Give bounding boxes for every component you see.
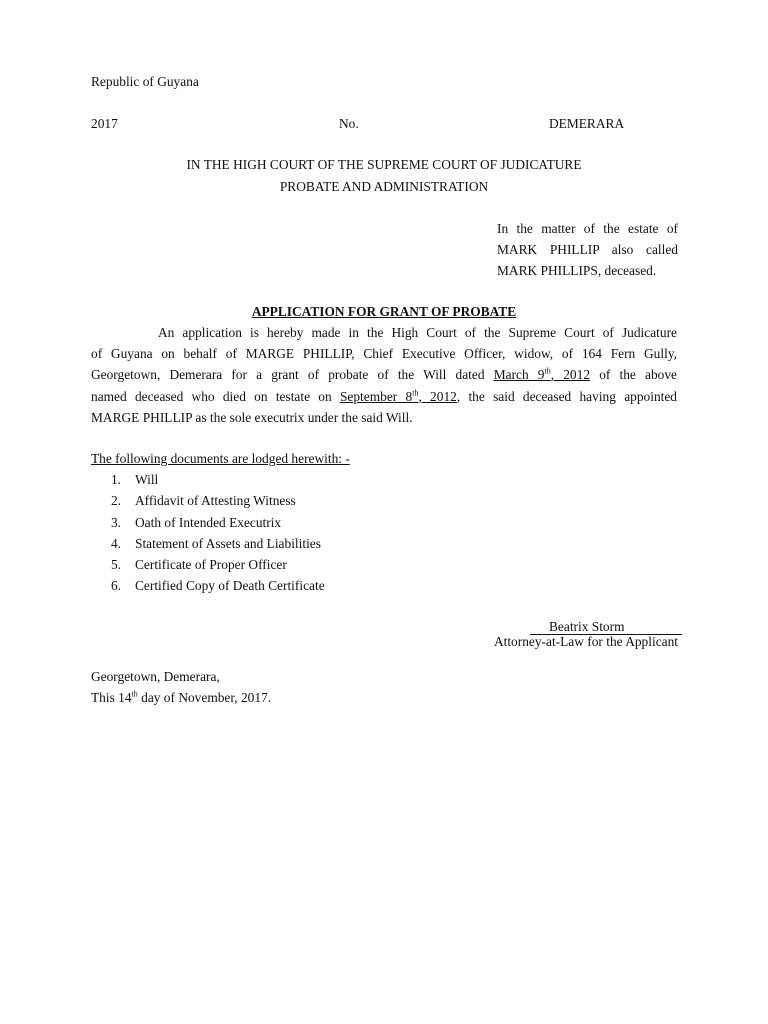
matter-line-2: MARK PHILLIP also called: [497, 242, 678, 257]
body-line-4: named deceased who died on testate on September 8th, 2012, the said deceased having appointed: [91, 388, 678, 404]
body-line-2: of Guyana on behalf of MARGE PHILLIP, Chief Executive Officer, widow, of 164 Fern Gully,: [91, 346, 677, 361]
matter-line-1: In the matter of the estate of: [497, 221, 678, 236]
number-label: No.: [339, 116, 359, 131]
documents-heading: The following documents are lodged herewith: -: [91, 451, 350, 466]
body-line-1: An application is hereby made in the High Court of the Supreme Court of Judicature: [158, 325, 677, 340]
year: 2017: [91, 116, 118, 131]
list-item: 6. Certified Copy of Death Certificate: [110, 578, 325, 594]
list-item: 5. Certificate of Proper Officer: [110, 557, 287, 573]
place: Georgetown, Demerara,: [91, 669, 220, 684]
will-date: March 9th, 2012: [493, 366, 591, 382]
court-title: IN THE HIGH COURT OF THE SUPREME COURT OF JUDICATURE: [186, 157, 582, 172]
list-item: 3. Oath of Intended Executrix: [110, 514, 282, 530]
matter-line-3: MARK PHILLIPS, deceased.: [497, 263, 657, 278]
list-item: 1. Will: [110, 472, 159, 487]
application-title: APPLICATION FOR GRANT OF PROBATE: [251, 304, 517, 319]
body-line-5: MARGE PHILLIP as the sole executrix under the said Will.: [91, 410, 413, 425]
list-item: 2. Affidavit of Attesting Witness: [110, 493, 296, 509]
date-line: This 14th day of November, 2017.: [91, 689, 272, 705]
signatory-name: Beatrix Storm: [549, 619, 625, 634]
documents-list: [91, 473, 325, 601]
body-line-3: Georgetown, Demerara for a grant of probate of the Will dated March 9th, 2012 of the above: [91, 366, 677, 382]
country-name: Republic of Guyana: [91, 74, 199, 89]
court-division: PROBATE AND ADMINISTRATION: [279, 179, 489, 194]
county: DEMERARA: [549, 116, 625, 131]
signatory-role: Attorney-at-Law for the Applicant: [493, 634, 678, 649]
list-item: 4. Statement of Assets and Liabilities: [110, 535, 321, 551]
death-date: September 8th, 2012: [339, 388, 457, 404]
